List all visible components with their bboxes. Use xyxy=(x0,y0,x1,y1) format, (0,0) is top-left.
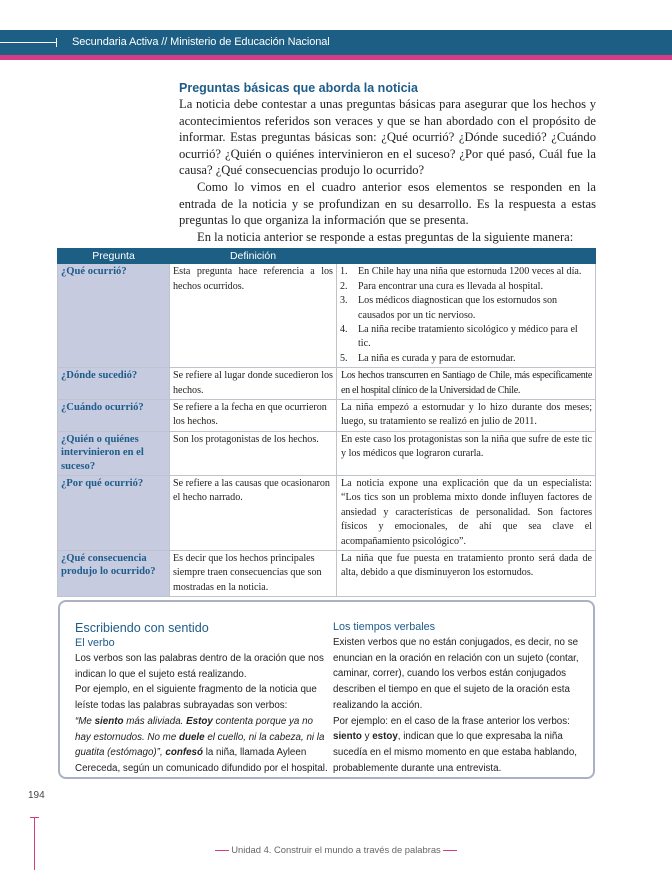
table-row xyxy=(58,368,596,400)
definition-cell: Se refiere al lugar donde sucedieron los hechos. xyxy=(170,368,337,400)
answer-cell: En este caso los protagonistas son la niña que sufre de este tic y los médicos que lograron curarla. xyxy=(337,431,596,475)
verb-quote: “Me siento más aliviada. Estoy contenta porque ya no hay estornudos. No me duele el cuello, ni la cabeza, ni la guatita (estómago)”, confesó la niña, llamada Ayleen Cereceda, según un comunicado difundido por el hospital. xyxy=(75,715,328,774)
footer-rule-right xyxy=(443,850,457,851)
intro-paragraph-2: Como lo vimos en el cuadro anterior esos elementos se responden en la entrada de la noticia y se profundizan en su desarrollo. Es la respuesta a estas preguntas lo que organiza la información que se presenta. xyxy=(179,179,596,228)
list-item: 4. La niña recibe tratamiento sicológico y médico para el tic. xyxy=(340,324,578,350)
answer-list xyxy=(340,265,592,366)
box-right-column xyxy=(333,620,583,776)
footer-text: . Construir el mundo a través de palabras xyxy=(268,844,441,855)
definition-cell: Son los protagonistas de los hechos. xyxy=(170,431,337,475)
verb-subtitle: El verbo xyxy=(75,637,115,649)
table-row xyxy=(58,431,596,475)
header-tick xyxy=(56,38,57,47)
list-item: 2. Para encontrar una cura es llevada al hospital. xyxy=(340,280,543,292)
verb-paragraph-2: Por ejemplo, en el siguiente fragmento de la noticia que leíste todas las palabras subrayadas son verbos: xyxy=(75,684,317,712)
intro-heading: Preguntas básicas que aborda la noticia xyxy=(179,81,418,95)
footer xyxy=(0,844,672,855)
box-title: Escribiendo con sentido xyxy=(75,621,209,635)
intro-section xyxy=(179,80,596,245)
table-row xyxy=(58,550,596,596)
column-header-answer xyxy=(337,249,596,264)
header-bar xyxy=(0,30,672,55)
definition-cell: Se refiere a la fecha en que ocurrieron los hechos. xyxy=(170,400,337,432)
question-cell: ¿Cuándo ocurrió? xyxy=(58,400,170,432)
table-row xyxy=(58,400,596,432)
writing-tip-box xyxy=(58,600,595,779)
definition-cell: Se refiere a las causas que ocasionaron el hecho narrado. xyxy=(170,475,337,550)
box-left-column xyxy=(75,620,329,777)
answer-cell: La niña que fue puesta en tratamiento pronto será dada de alta, debido a que disminuyeron los estornudos. xyxy=(337,550,596,596)
header-rule xyxy=(0,42,56,43)
definition-cell: Esta pregunta hace referencia a los hechos ocurridos. xyxy=(170,264,337,368)
intro-paragraph-1: La noticia debe contestar a unas preguntas básicas para asegurar que los hechos y acontecimientos referidos son veraces y que se han abordado con el propósito de informar. Estas preguntas básicas son: ¿Qué ocurrió? ¿Dónde sucedió? ¿Cuándo ocurrió? ¿Quién o quiénes intervinieron en el suceso? ¿Por qué pasó, Cuál fue la causa? ¿Qué consecuencias produjo lo ocurrido? xyxy=(179,97,596,178)
answer-cell: La noticia expone una explicación que da un especialista: “Los tics son un problema mixto donde influyen factores de ansiedad y características de personalidad. Son factores físicos y emocionales, de ahí que sea clave el acompañamiento psicológico”. xyxy=(337,475,596,550)
question-cell: ¿Quién o quiénes intervinieron en el suceso? xyxy=(58,431,170,475)
question-cell: ¿Dónde sucedió? xyxy=(58,368,170,400)
header-accent-bar xyxy=(0,55,672,60)
footer-rule-left xyxy=(215,850,229,851)
table-header-row xyxy=(58,249,596,264)
questions-table xyxy=(57,248,596,597)
column-header-question: Pregunta xyxy=(58,249,170,264)
intro-paragraph-3: En la noticia anterior se responde a estas preguntas de la siguiente manera: xyxy=(197,229,574,244)
column-header-definition: Definición xyxy=(170,249,337,264)
definition-cell: Es decir que los hechos principales siempre traen consecuencias que son mostradas en la noticia. xyxy=(170,550,337,596)
answer-cell xyxy=(337,264,596,368)
answer-cell: La niña empezó a estornudar y lo hizo durante dos meses; luego, su tratamiento se realizó en julio de 2011. xyxy=(337,400,596,432)
tenses-paragraph-2: Por ejemplo: en el caso de la frase anterior los verbos: siento y estoy, indican que lo que expresaba la niña sucedía en el mismo momento en que estaba hablando, probablemente durante una entrevista. xyxy=(333,715,577,774)
question-cell: ¿Por qué ocurrió? xyxy=(58,475,170,550)
header-title: Secundaria Activa // Ministerio de Educación Nacional xyxy=(72,36,330,48)
list-item: 1. En Chile hay una niña que estornuda 1200 veces al día. xyxy=(340,266,582,278)
list-item: 3. Los médicos diagnostican que los estornudos son causados por un tic nervioso. xyxy=(340,295,558,321)
table-row xyxy=(58,475,596,550)
question-cell: ¿Qué consecuencia produjo lo ocurrido? xyxy=(58,550,170,596)
table-row xyxy=(58,264,596,368)
tenses-paragraph-1: Existen verbos que no están conjugados, es decir, no se enuncian en la oración en relación con un sujeto (contar, caminar, correr), cuando los verbos están conjugados describen el tiempo en que el sujeto de la oración esta realizando la acción. xyxy=(333,637,579,711)
tenses-subtitle: Los tiempos verbales xyxy=(333,621,436,633)
verb-paragraph-1: Los verbos son las palabras dentro de la oración que nos indican lo que el sujeto está realizando. xyxy=(75,653,324,680)
question-cell: ¿Qué ocurrió? xyxy=(58,264,170,368)
answer-cell: Los hechos transcurren en Santiago de Chile, más específicamente en el hospital clínico de la Universidad de Chile. xyxy=(337,368,596,400)
page-number: 194 xyxy=(28,790,45,801)
footer-unit: Unidad 4 xyxy=(231,844,269,855)
list-item: 5. La niña es curada y para de estornudar. xyxy=(340,352,516,364)
